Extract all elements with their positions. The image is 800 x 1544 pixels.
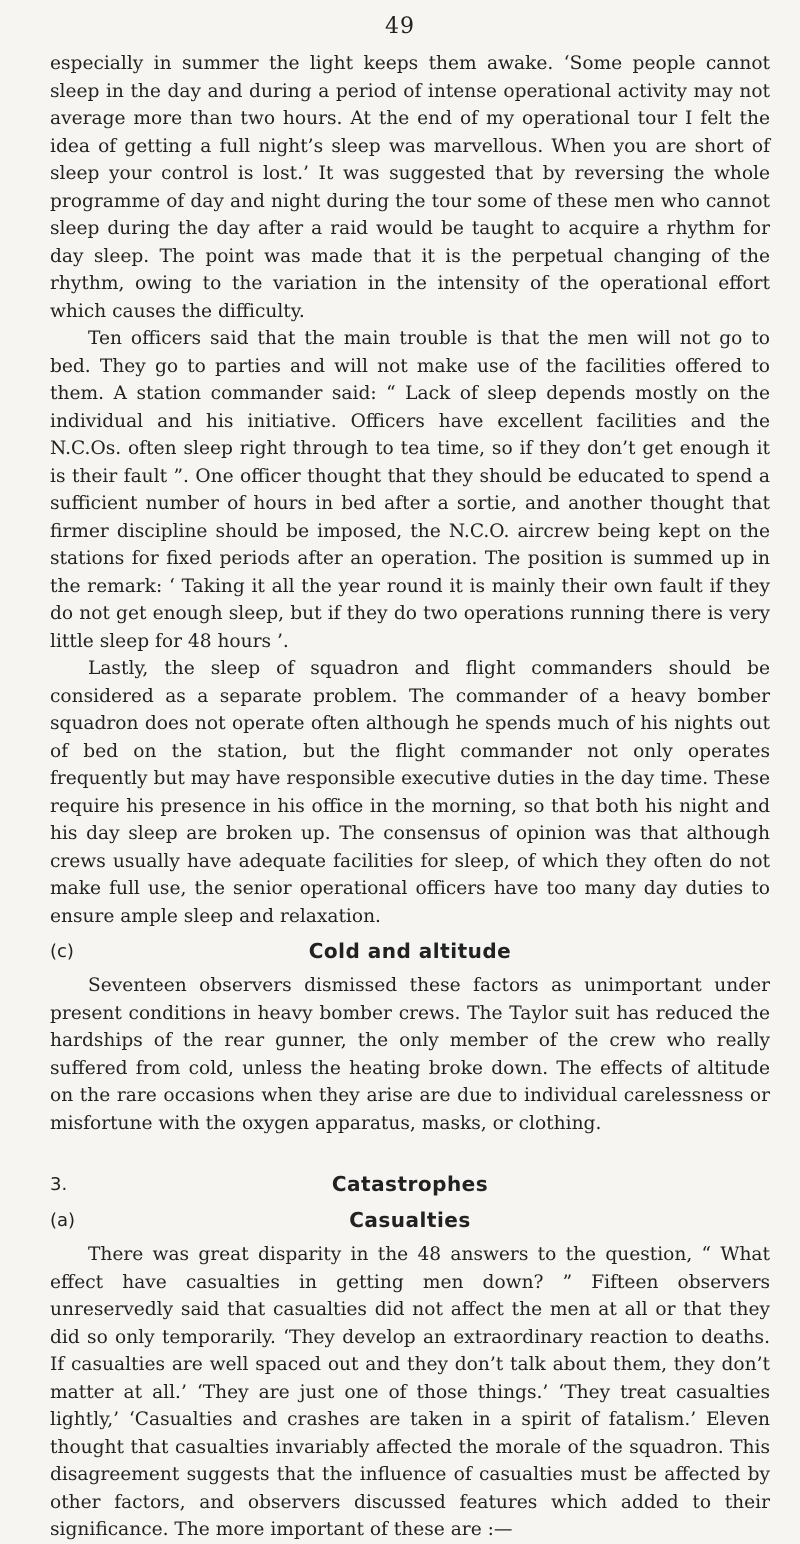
section-marker: (a) bbox=[50, 1210, 76, 1231]
section-marker: 3. bbox=[50, 1174, 68, 1195]
section-title: Cold and altitude bbox=[308, 939, 512, 963]
spacer bbox=[50, 1137, 770, 1163]
paragraph: Ten officers said that the main trouble is that the men will not go to bed. They go to parties and will not make use of the facilities offered to them. A station commander said: “ Lack of sleep depends mostly on the individual and his initiative. Officers have excellent facilities and the N.C.Os. often sleep right through to tea time, so if they don’t get enough it is their fault ”. One officer thought that they should be educated to spend a sufficient number of hours in bed after a sortie, and another thought that firmer discipline should be imposed, the N.C.O. aircrew being kept on the stations for fixed periods after an operation. The position is summed up in the remark: ‘ Taking it all the year round it is mainly their own fault if they do not get enough sleep, but if they do two operations running there is very little sleep for 48 hours ’. bbox=[50, 328, 770, 652]
section-title: Casualties bbox=[349, 1208, 471, 1232]
paragraph: Seventeen observers dismissed these factors as unimportant under present conditions in heavy bomber crews. The Taylor suit has reduced the hardships of the rear gunner, the only member of the crew who really suffered from cold, unless the heating broke down. The effects of altitude on the rare occasions when they arise are due to individual carelessness or misfortune with the oxygen apparatus, masks, or clothing. bbox=[50, 975, 770, 1134]
section-heading-cold bbox=[50, 938, 770, 966]
paragraph: There was great disparity in the 48 answers to the question, “ What effect have casualties in getting men down? ” Fifteen observers unreservedly said that casualties did not affect the men at all or that they did so only temporarily. ‘They develop an extraordinary reaction to deaths. If casualties are well spaced out and they don’t talk about them, they don’t matter at all.’ ‘They are just one of those things.’ ‘They treat casualties lightly,’ ‘Casualties and crashes are taken in a spirit of fatalism.’ Eleven thought that casualties invariably affected the morale of the squadron. This disagreement suggests that the influence of casualties must be affected by other factors, and observers discussed features which added to their significance. The more important of these are :— bbox=[50, 1244, 770, 1540]
document-body bbox=[50, 50, 770, 1544]
section-marker: (c) bbox=[50, 941, 74, 962]
section-title: Catastrophes bbox=[331, 1172, 489, 1196]
paragraph: Lastly, the sleep of squadron and flight commanders should be considered as a separate problem. The commander of a heavy bomber squadron does not operate often although he spends much of his nights out of bed on the station, but the flight commander not only operates frequently but may have responsible executive duties in the day time. These require his presence in his office in the morning, so that both his night and his day sleep are broken up. The consensus of opinion was that although crews usually have adequate facilities for sleep, of which they often do not make full use, the senior operational officers have too many day duties to ensure ample sleep and relaxation. bbox=[50, 658, 770, 927]
section-heading-casualties bbox=[50, 1207, 770, 1235]
page-number: 49 bbox=[385, 14, 415, 39]
section-heading-catastrophes bbox=[50, 1171, 770, 1199]
paragraph: especially in summer the light keeps them awake. ‘Some people cannot sleep in the day and during a period of intense operational activity may not average more than two hours. At the end of my operational tour I felt the idea of getting a full night’s sleep was marvellous. When you are short of sleep your control is lost.’ It was suggested that by reversing the whole programme of day and night during the tour some of these men who cannot sleep during the day after a raid would be taught to acquire a rhythm for day sleep. The point was made that it is the perpetual changing of the rhythm, owing to the variation in the intensity of the operational effort which causes the difficulty. bbox=[50, 53, 770, 322]
